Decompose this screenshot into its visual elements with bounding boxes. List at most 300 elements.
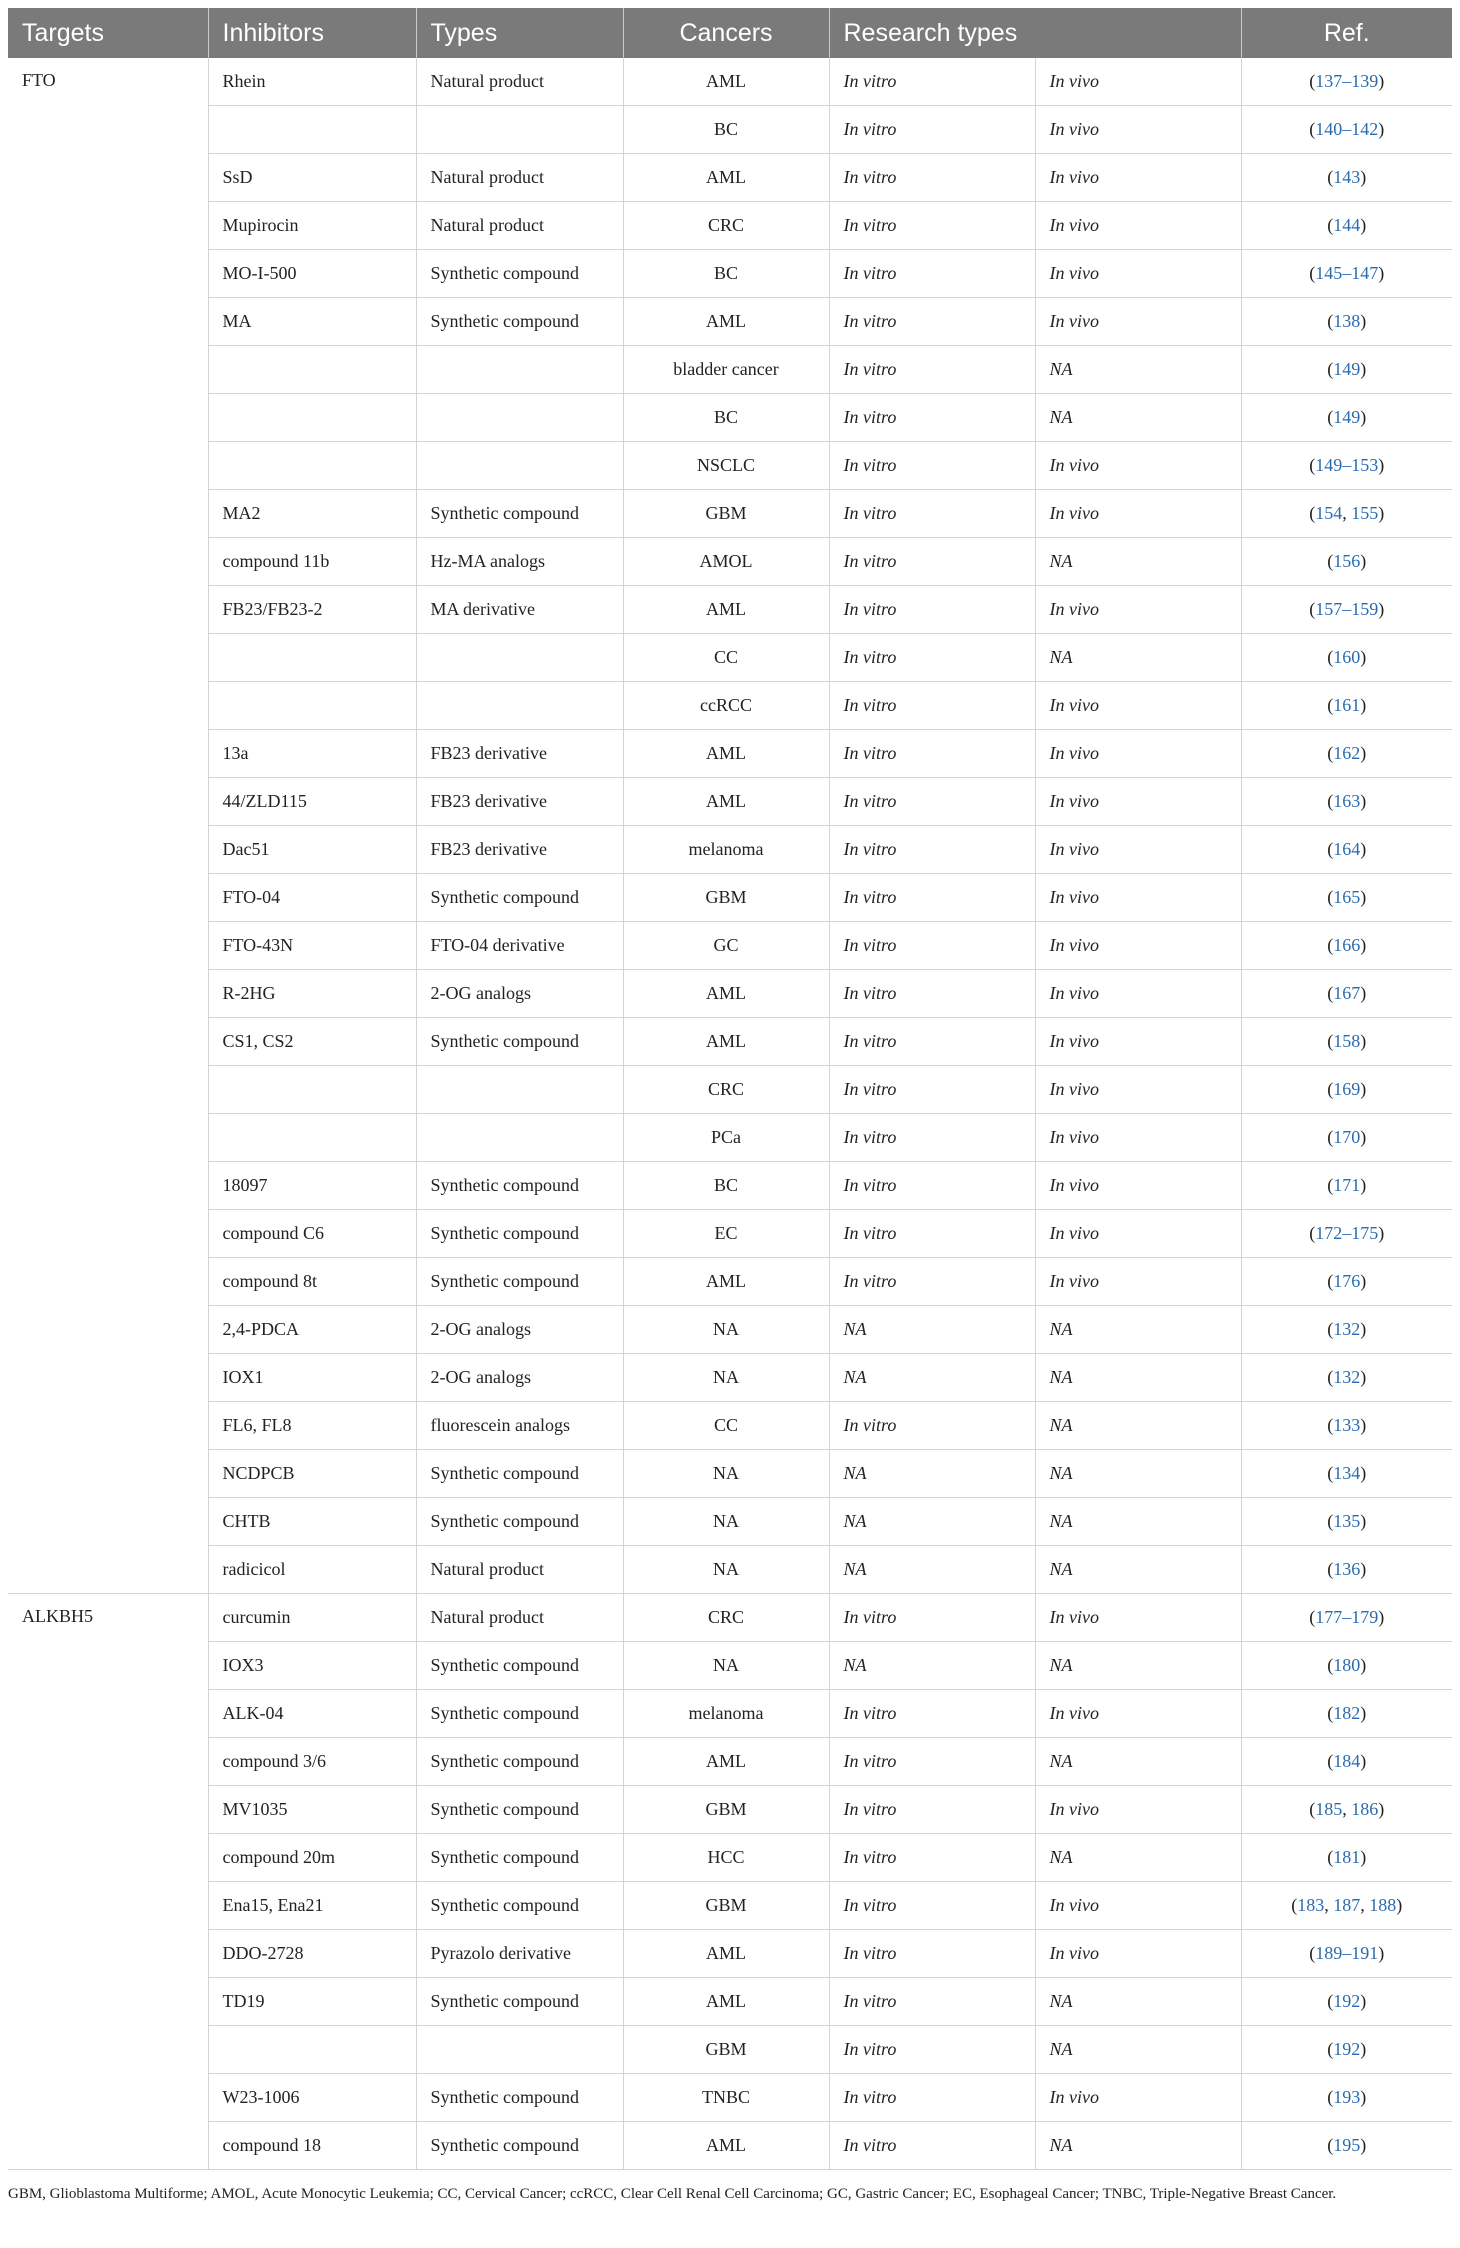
- reference-link[interactable]: 161: [1333, 695, 1361, 715]
- cancer-cell: melanoma: [623, 1690, 829, 1738]
- table-row: [8, 970, 1452, 1018]
- in-vitro-cell: In vitro: [829, 1594, 1035, 1642]
- in-vitro-cell: In vitro: [829, 106, 1035, 154]
- table-row: [8, 826, 1452, 874]
- inhibitor-cell: FTO-04: [208, 874, 416, 922]
- inhibitor-cell: [208, 682, 416, 730]
- cancer-cell: AML: [623, 970, 829, 1018]
- ref-cell: (162): [1241, 730, 1452, 778]
- in-vivo-cell: In vivo: [1035, 970, 1241, 1018]
- table-row: [8, 682, 1452, 730]
- in-vivo-cell: NA: [1035, 1402, 1241, 1450]
- type-cell: FTO-04 derivative: [416, 922, 623, 970]
- in-vivo-cell: In vivo: [1035, 202, 1241, 250]
- reference-link[interactable]: 137–139: [1315, 71, 1379, 91]
- inhibitor-cell: 2,4-PDCA: [208, 1306, 416, 1354]
- type-cell: Natural product: [416, 58, 623, 106]
- reference-link[interactable]: 185: [1315, 1799, 1343, 1819]
- cancer-cell: AML: [623, 1258, 829, 1306]
- ref-cell: (192): [1241, 2026, 1452, 2074]
- in-vivo-cell: NA: [1035, 346, 1241, 394]
- type-cell: [416, 346, 623, 394]
- in-vivo-cell: In vivo: [1035, 730, 1241, 778]
- cancer-cell: AML: [623, 1978, 829, 2026]
- in-vitro-cell: In vitro: [829, 922, 1035, 970]
- in-vivo-cell: In vivo: [1035, 682, 1241, 730]
- reference-link[interactable]: 133: [1333, 1415, 1361, 1435]
- reference-link[interactable]: 145–147: [1315, 263, 1379, 283]
- type-cell: 2-OG analogs: [416, 970, 623, 1018]
- reference-link[interactable]: 136: [1333, 1559, 1361, 1579]
- ref-cell: (170): [1241, 1114, 1452, 1162]
- cancer-cell: CC: [623, 634, 829, 682]
- reference-link[interactable]: 144: [1333, 215, 1361, 235]
- in-vitro-cell: In vitro: [829, 538, 1035, 586]
- type-cell: Synthetic compound: [416, 1258, 623, 1306]
- inhibitor-cell: IOX3: [208, 1642, 416, 1690]
- in-vitro-cell: In vitro: [829, 1018, 1035, 1066]
- inhibitor-cell: SsD: [208, 154, 416, 202]
- reference-link[interactable]: 176: [1333, 1271, 1361, 1291]
- reference-link[interactable]: 186: [1351, 1799, 1379, 1819]
- inhibitor-cell: NCDPCB: [208, 1450, 416, 1498]
- in-vitro-cell: In vitro: [829, 730, 1035, 778]
- table-row: [8, 2026, 1452, 2074]
- table-row: [8, 1066, 1452, 1114]
- in-vivo-cell: In vivo: [1035, 250, 1241, 298]
- in-vivo-cell: NA: [1035, 1738, 1241, 1786]
- in-vitro-cell: In vitro: [829, 778, 1035, 826]
- ref-cell: (185, 186): [1241, 1786, 1452, 1834]
- reference-link[interactable]: 187: [1333, 1895, 1361, 1915]
- in-vitro-cell: In vitro: [829, 874, 1035, 922]
- reference-link[interactable]: 134: [1333, 1463, 1361, 1483]
- inhibitor-cell: CS1, CS2: [208, 1018, 416, 1066]
- cancer-cell: CRC: [623, 1594, 829, 1642]
- inhibitor-cell: MV1035: [208, 1786, 416, 1834]
- reference-link[interactable]: 158: [1333, 1031, 1361, 1051]
- reference-link[interactable]: 135: [1333, 1511, 1361, 1531]
- type-cell: Synthetic compound: [416, 2122, 623, 2170]
- table-row: [8, 634, 1452, 682]
- table-row: [8, 442, 1452, 490]
- cancer-cell: bladder cancer: [623, 346, 829, 394]
- ref-cell: (165): [1241, 874, 1452, 922]
- reference-link[interactable]: 171: [1333, 1175, 1361, 1195]
- ref-cell: (132): [1241, 1354, 1452, 1402]
- type-cell: Synthetic compound: [416, 1210, 623, 1258]
- table-row: [8, 1930, 1452, 1978]
- inhibitor-cell: R-2HG: [208, 970, 416, 1018]
- table-row: [8, 586, 1452, 634]
- table-row: [8, 1882, 1452, 1930]
- inhibitor-cell: compound 18: [208, 2122, 416, 2170]
- type-cell: fluorescein analogs: [416, 1402, 623, 1450]
- cancer-cell: CC: [623, 1402, 829, 1450]
- type-cell: [416, 682, 623, 730]
- ref-cell: (177–179): [1241, 1594, 1452, 1642]
- in-vivo-cell: In vivo: [1035, 1018, 1241, 1066]
- reference-link[interactable]: 149–153: [1315, 455, 1379, 475]
- in-vitro-cell: In vitro: [829, 1114, 1035, 1162]
- in-vivo-cell: In vivo: [1035, 2074, 1241, 2122]
- in-vitro-cell: NA: [829, 1546, 1035, 1594]
- inhibitor-cell: [208, 106, 416, 154]
- in-vitro-cell: In vitro: [829, 586, 1035, 634]
- table-row: [8, 106, 1452, 154]
- reference-link[interactable]: 165: [1333, 887, 1361, 907]
- inhibitor-cell: compound 3/6: [208, 1738, 416, 1786]
- ref-cell: (137–139): [1241, 58, 1452, 106]
- type-cell: [416, 1066, 623, 1114]
- table-row: [8, 1978, 1452, 2026]
- type-cell: Natural product: [416, 154, 623, 202]
- reference-link[interactable]: 188: [1369, 1895, 1397, 1915]
- ref-cell: (172–175): [1241, 1210, 1452, 1258]
- ref-cell: (161): [1241, 682, 1452, 730]
- ref-cell: (164): [1241, 826, 1452, 874]
- ref-cell: (149–153): [1241, 442, 1452, 490]
- type-cell: Synthetic compound: [416, 1450, 623, 1498]
- type-cell: Synthetic compound: [416, 1642, 623, 1690]
- inhibitor-table: [8, 8, 1452, 2170]
- reference-link[interactable]: 193: [1333, 2087, 1361, 2107]
- reference-link[interactable]: 180: [1333, 1655, 1361, 1675]
- in-vitro-cell: NA: [829, 1450, 1035, 1498]
- in-vivo-cell: NA: [1035, 394, 1241, 442]
- table-row: [8, 2122, 1452, 2170]
- inhibitor-cell: [208, 394, 416, 442]
- table-row: [8, 1162, 1452, 1210]
- reference-link[interactable]: 189–191: [1315, 1943, 1379, 1963]
- table-row: [8, 1258, 1452, 1306]
- cancer-cell: AML: [623, 2122, 829, 2170]
- in-vitro-cell: In vitro: [829, 1882, 1035, 1930]
- table-row: [8, 538, 1452, 586]
- table-row: [8, 1450, 1452, 1498]
- in-vitro-cell: In vitro: [829, 1162, 1035, 1210]
- type-cell: Synthetic compound: [416, 1690, 623, 1738]
- cancer-cell: GBM: [623, 2026, 829, 2074]
- cancer-cell: HCC: [623, 1834, 829, 1882]
- cancer-cell: BC: [623, 250, 829, 298]
- type-cell: Synthetic compound: [416, 1162, 623, 1210]
- in-vivo-cell: NA: [1035, 1642, 1241, 1690]
- table-row: [8, 346, 1452, 394]
- reference-link[interactable]: 195: [1333, 2135, 1361, 2155]
- in-vitro-cell: In vitro: [829, 58, 1035, 106]
- ref-cell: (156): [1241, 538, 1452, 586]
- type-cell: Natural product: [416, 1594, 623, 1642]
- inhibitor-cell: [208, 1066, 416, 1114]
- type-cell: [416, 106, 623, 154]
- type-cell: Synthetic compound: [416, 1018, 623, 1066]
- in-vivo-cell: NA: [1035, 1498, 1241, 1546]
- table-row: [8, 778, 1452, 826]
- type-cell: Synthetic compound: [416, 490, 623, 538]
- in-vivo-cell: NA: [1035, 1978, 1241, 2026]
- in-vivo-cell: In vivo: [1035, 106, 1241, 154]
- ref-cell: (149): [1241, 346, 1452, 394]
- reference-link[interactable]: 182: [1333, 1703, 1361, 1723]
- inhibitor-cell: MA2: [208, 490, 416, 538]
- in-vivo-cell: NA: [1035, 1450, 1241, 1498]
- in-vitro-cell: In vitro: [829, 1978, 1035, 2026]
- reference-link[interactable]: 169: [1333, 1079, 1361, 1099]
- ref-cell: (167): [1241, 970, 1452, 1018]
- cancer-cell: NA: [623, 1450, 829, 1498]
- inhibitor-cell: MA: [208, 298, 416, 346]
- table-row: [8, 1210, 1452, 1258]
- ref-cell: (189–191): [1241, 1930, 1452, 1978]
- cancer-cell: AMOL: [623, 538, 829, 586]
- cancer-cell: AML: [623, 778, 829, 826]
- table-row: [8, 1546, 1452, 1594]
- reference-link[interactable]: 155: [1351, 503, 1379, 523]
- cancer-cell: BC: [623, 106, 829, 154]
- inhibitor-cell: [208, 346, 416, 394]
- type-cell: Synthetic compound: [416, 1882, 623, 1930]
- in-vivo-cell: In vivo: [1035, 1162, 1241, 1210]
- cancer-cell: NA: [623, 1498, 829, 1546]
- inhibitor-cell: [208, 442, 416, 490]
- in-vivo-cell: NA: [1035, 1546, 1241, 1594]
- in-vivo-cell: In vivo: [1035, 1930, 1241, 1978]
- inhibitor-cell: TD19: [208, 1978, 416, 2026]
- in-vitro-cell: In vitro: [829, 970, 1035, 1018]
- cancer-cell: AML: [623, 1018, 829, 1066]
- inhibitor-cell: Dac51: [208, 826, 416, 874]
- in-vitro-cell: NA: [829, 1498, 1035, 1546]
- table-row: [8, 1114, 1452, 1162]
- inhibitor-cell: compound 11b: [208, 538, 416, 586]
- reference-link[interactable]: 167: [1333, 983, 1361, 1003]
- ref-cell: (176): [1241, 1258, 1452, 1306]
- cancer-cell: AML: [623, 154, 829, 202]
- inhibitor-cell: 18097: [208, 1162, 416, 1210]
- inhibitor-cell: 44/ZLD115: [208, 778, 416, 826]
- cancer-cell: AML: [623, 730, 829, 778]
- header-cancers: Cancers: [623, 8, 829, 58]
- reference-link[interactable]: 143: [1333, 167, 1361, 187]
- table-row: [8, 1306, 1452, 1354]
- table-body: [8, 58, 1452, 2170]
- table-row: [8, 922, 1452, 970]
- cancer-cell: NA: [623, 1354, 829, 1402]
- target-cell: FTO: [8, 58, 208, 1594]
- reference-link[interactable]: 166: [1333, 935, 1361, 955]
- cancer-cell: NA: [623, 1306, 829, 1354]
- type-cell: Synthetic compound: [416, 250, 623, 298]
- ref-cell: (169): [1241, 1066, 1452, 1114]
- ref-cell: (132): [1241, 1306, 1452, 1354]
- table-footnote: GBM, Glioblastoma Multiforme; AMOL, Acute Monocytic Leukemia; CC, Cervical Cancer; ccRCC, Clear Cell Renal Cell Carcinoma; GC, Gastric Cancer; EC, Esophageal Cancer; TNBC, Triple-Negative Breast Cancer.: [8, 2186, 1337, 2202]
- ref-cell: (184): [1241, 1738, 1452, 1786]
- reference-link[interactable]: 184: [1333, 1751, 1361, 1771]
- in-vivo-cell: NA: [1035, 634, 1241, 682]
- table-row: [8, 394, 1452, 442]
- reference-link[interactable]: 177–179: [1315, 1607, 1379, 1627]
- in-vivo-cell: NA: [1035, 1306, 1241, 1354]
- in-vitro-cell: In vitro: [829, 1066, 1035, 1114]
- inhibitor-cell: FTO-43N: [208, 922, 416, 970]
- in-vitro-cell: In vitro: [829, 298, 1035, 346]
- inhibitor-cell: Rhein: [208, 58, 416, 106]
- in-vivo-cell: In vivo: [1035, 1258, 1241, 1306]
- table-row: [8, 2074, 1452, 2122]
- type-cell: Natural product: [416, 202, 623, 250]
- reference-link[interactable]: 149: [1333, 359, 1361, 379]
- table-row: [8, 1402, 1452, 1450]
- cancer-cell: melanoma: [623, 826, 829, 874]
- type-cell: Pyrazolo derivative: [416, 1930, 623, 1978]
- cancer-cell: CRC: [623, 1066, 829, 1114]
- in-vitro-cell: In vitro: [829, 154, 1035, 202]
- inhibitor-cell: 13a: [208, 730, 416, 778]
- in-vitro-cell: In vitro: [829, 346, 1035, 394]
- table-row: [8, 1834, 1452, 1882]
- table-row: [8, 1690, 1452, 1738]
- reference-link[interactable]: 132: [1333, 1319, 1361, 1339]
- ref-cell: (143): [1241, 154, 1452, 202]
- table-row: [8, 1642, 1452, 1690]
- in-vivo-cell: In vivo: [1035, 874, 1241, 922]
- target-cell: ALKBH5: [8, 1594, 208, 2170]
- type-cell: [416, 394, 623, 442]
- in-vitro-cell: In vitro: [829, 682, 1035, 730]
- type-cell: Synthetic compound: [416, 2074, 623, 2122]
- reference-link[interactable]: 163: [1333, 791, 1361, 811]
- ref-cell: (149): [1241, 394, 1452, 442]
- header-row: [8, 8, 1452, 58]
- in-vitro-cell: In vitro: [829, 1258, 1035, 1306]
- ref-cell: (182): [1241, 1690, 1452, 1738]
- cancer-cell: AML: [623, 586, 829, 634]
- reference-link[interactable]: 156: [1333, 551, 1361, 571]
- cancer-cell: PCa: [623, 1114, 829, 1162]
- in-vivo-cell: In vivo: [1035, 1690, 1241, 1738]
- type-cell: [416, 634, 623, 682]
- reference-link[interactable]: 170: [1333, 1127, 1361, 1147]
- type-cell: Synthetic compound: [416, 1786, 623, 1834]
- ref-cell: (180): [1241, 1642, 1452, 1690]
- reference-link[interactable]: 162: [1333, 743, 1361, 763]
- cancer-cell: GBM: [623, 1882, 829, 1930]
- cancer-cell: AML: [623, 298, 829, 346]
- type-cell: Hz-MA analogs: [416, 538, 623, 586]
- reference-link[interactable]: 192: [1333, 2039, 1361, 2059]
- table-row: [8, 154, 1452, 202]
- table-row: [8, 58, 1452, 106]
- inhibitor-cell: compound C6: [208, 1210, 416, 1258]
- table-row: [8, 1786, 1452, 1834]
- cancer-cell: GC: [623, 922, 829, 970]
- ref-cell: (192): [1241, 1978, 1452, 2026]
- in-vivo-cell: In vivo: [1035, 442, 1241, 490]
- in-vivo-cell: In vivo: [1035, 1882, 1241, 1930]
- inhibitor-cell: W23-1006: [208, 2074, 416, 2122]
- table-row: [8, 1354, 1452, 1402]
- in-vitro-cell: In vitro: [829, 1834, 1035, 1882]
- inhibitor-cell: [208, 634, 416, 682]
- table-row: [8, 1738, 1452, 1786]
- in-vivo-cell: In vivo: [1035, 1594, 1241, 1642]
- table-row: [8, 202, 1452, 250]
- table-header: [8, 8, 1452, 58]
- reference-link[interactable]: 138: [1333, 311, 1361, 331]
- in-vitro-cell: In vitro: [829, 2026, 1035, 2074]
- in-vitro-cell: In vitro: [829, 1738, 1035, 1786]
- in-vitro-cell: In vitro: [829, 1930, 1035, 1978]
- cancer-cell: BC: [623, 1162, 829, 1210]
- type-cell: [416, 442, 623, 490]
- type-cell: Synthetic compound: [416, 1738, 623, 1786]
- type-cell: FB23 derivative: [416, 778, 623, 826]
- ref-cell: (195): [1241, 2122, 1452, 2170]
- ref-cell: (183, 187, 188): [1241, 1882, 1452, 1930]
- reference-link[interactable]: 164: [1333, 839, 1361, 859]
- table-row: [8, 1498, 1452, 1546]
- reference-link[interactable]: 157–159: [1315, 599, 1379, 619]
- ref-cell: (133): [1241, 1402, 1452, 1450]
- table-row: [8, 298, 1452, 346]
- inhibitor-cell: [208, 1114, 416, 1162]
- reference-link[interactable]: 160: [1333, 647, 1361, 667]
- reference-link[interactable]: 140–142: [1315, 119, 1379, 139]
- ref-cell: (154, 155): [1241, 490, 1452, 538]
- reference-link[interactable]: 172–175: [1315, 1223, 1379, 1243]
- cancer-cell: NSCLC: [623, 442, 829, 490]
- in-vitro-cell: In vitro: [829, 2074, 1035, 2122]
- in-vitro-cell: In vitro: [829, 1690, 1035, 1738]
- inhibitor-cell: compound 20m: [208, 1834, 416, 1882]
- cancer-cell: NA: [623, 1546, 829, 1594]
- inhibitor-cell: CHTB: [208, 1498, 416, 1546]
- reference-link[interactable]: 154: [1315, 503, 1343, 523]
- cancer-cell: GBM: [623, 1786, 829, 1834]
- cancer-cell: AML: [623, 58, 829, 106]
- inhibitor-cell: Mupirocin: [208, 202, 416, 250]
- in-vivo-cell: In vivo: [1035, 922, 1241, 970]
- in-vivo-cell: In vivo: [1035, 778, 1241, 826]
- reference-link[interactable]: 132: [1333, 1367, 1361, 1387]
- in-vitro-cell: In vitro: [829, 1786, 1035, 1834]
- in-vivo-cell: In vivo: [1035, 490, 1241, 538]
- in-vivo-cell: In vivo: [1035, 1066, 1241, 1114]
- reference-link[interactable]: 181: [1333, 1847, 1361, 1867]
- ref-cell: (134): [1241, 1450, 1452, 1498]
- ref-cell: (163): [1241, 778, 1452, 826]
- ref-cell: (193): [1241, 2074, 1452, 2122]
- type-cell: Natural product: [416, 1546, 623, 1594]
- type-cell: [416, 2026, 623, 2074]
- in-vivo-cell: NA: [1035, 2026, 1241, 2074]
- in-vitro-cell: NA: [829, 1354, 1035, 1402]
- in-vitro-cell: In vitro: [829, 202, 1035, 250]
- ref-cell: (145–147): [1241, 250, 1452, 298]
- ref-cell: (140–142): [1241, 106, 1452, 154]
- cancer-cell: GBM: [623, 490, 829, 538]
- table-row: [8, 1018, 1452, 1066]
- type-cell: Synthetic compound: [416, 1978, 623, 2026]
- table-row: [8, 250, 1452, 298]
- reference-link[interactable]: 183: [1297, 1895, 1325, 1915]
- reference-link[interactable]: 192: [1333, 1991, 1361, 2011]
- table-row: [8, 730, 1452, 778]
- inhibitor-cell: FB23/FB23-2: [208, 586, 416, 634]
- in-vivo-cell: In vivo: [1035, 58, 1241, 106]
- reference-link[interactable]: 149: [1333, 407, 1361, 427]
